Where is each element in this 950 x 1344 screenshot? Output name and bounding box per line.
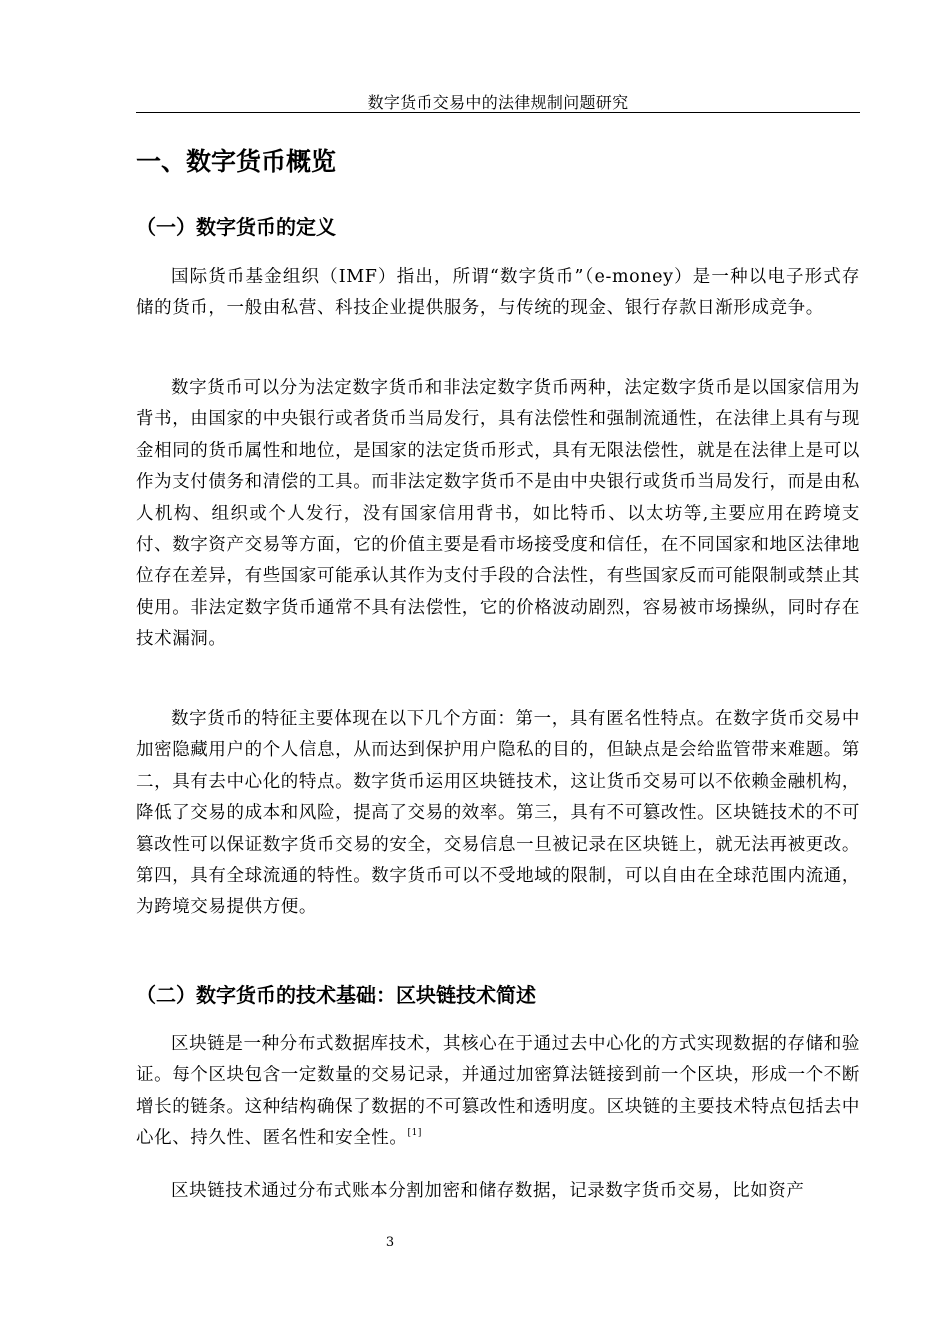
paragraph-blockchain-ledger: 区块链技术通过分布式账本分割加密和储存数据，记录数字货币交易，比如资产 <box>171 1181 805 1201</box>
paragraph-text: 区块链是一种分布式数据库技术，其核心在于通过去中心化的方式实现数据的存储和验证。每个区块包含一定数量的交易记录，并通过加密算法链接到前一个区块，形成一个不断增长的链条。这种结构确保了数据的不可篡改性和透明度。区块链的主要技术特点包括去中心化、持久性、匿名性和安全性。 <box>136 1034 860 1149</box>
header-rule <box>136 112 860 113</box>
running-header: 数字货币交易中的法律规制问题研究 <box>367 93 629 112</box>
citation-marker: [1] <box>407 1128 423 1139</box>
paragraph-imf-definition: 国际货币基金组织（IMF）指出，所谓“数字货币”（e-money）是一种以电子形式存储的货币，一般由私营、科技企业提供服务，与传统的现金、银行存款日渐形成竞争。 <box>136 267 860 319</box>
paragraph-blockchain-definition <box>136 1029 860 1155</box>
subsection-heading-definition: （一）数字货币的定义 <box>136 215 336 239</box>
paragraph-characteristics: 数字货币的特征主要体现在以下几个方面：第一，具有匿名性特点。在数字货币交易中加密隐藏用户的个人信息，从而达到保护用户隐私的目的，但缺点是会给监管带来难题。第二，具有去中心化的特点。数字货币运用区块链技术，这让货币交易可以不依赖金融机构，降低了交易的成本和风险，提高了交易的效率。第三，具有不可篡改性。区块链技术的不可篡改性可以保证数字货币交易的安全，交易信息一旦被记录在区块链上，就无法再被更改。第四，具有全球流通的特性。数字货币可以不受地域的限制，可以自由在全球范围内流通，为跨境交易提供方便。 <box>136 709 860 918</box>
subsection-heading-blockchain: （二）数字货币的技术基础：区块链技术简述 <box>136 983 536 1007</box>
paragraph-legal-vs-nonlegal: 数字货币可以分为法定数字货币和非法定数字货币两种，法定数字货币是以国家信用为背书，由国家的中央银行或者货币当局发行，具有法偿性和强制流通性，在法律上具有与现金相同的货币属性和地位，是国家的法定货币形式，具有无限法偿性，就是在法律上是可以作为支付债务和清偿的工具。而非法定数字货币不是由中央银行或货币当局发行，而是由私人机构、组织或个人发行，没有国家信用背书，如比特币、以太坊等,主要应用在跨境支付、数字资产交易等方面，它的价值主要是看市场接受度和信任，在不同国家和地区法律地位存在差异，有些国家可能承认其作为支付手段的合法性，有些国家反而可能限制或禁止其使用。非法定数字货币通常不具有法偿性，它的价格波动剧烈，容易被市场操纵，同时存在技术漏洞。 <box>136 378 860 650</box>
section-heading: 一、数字货币概览 <box>136 147 337 176</box>
page-number: 3 <box>385 1235 395 1250</box>
